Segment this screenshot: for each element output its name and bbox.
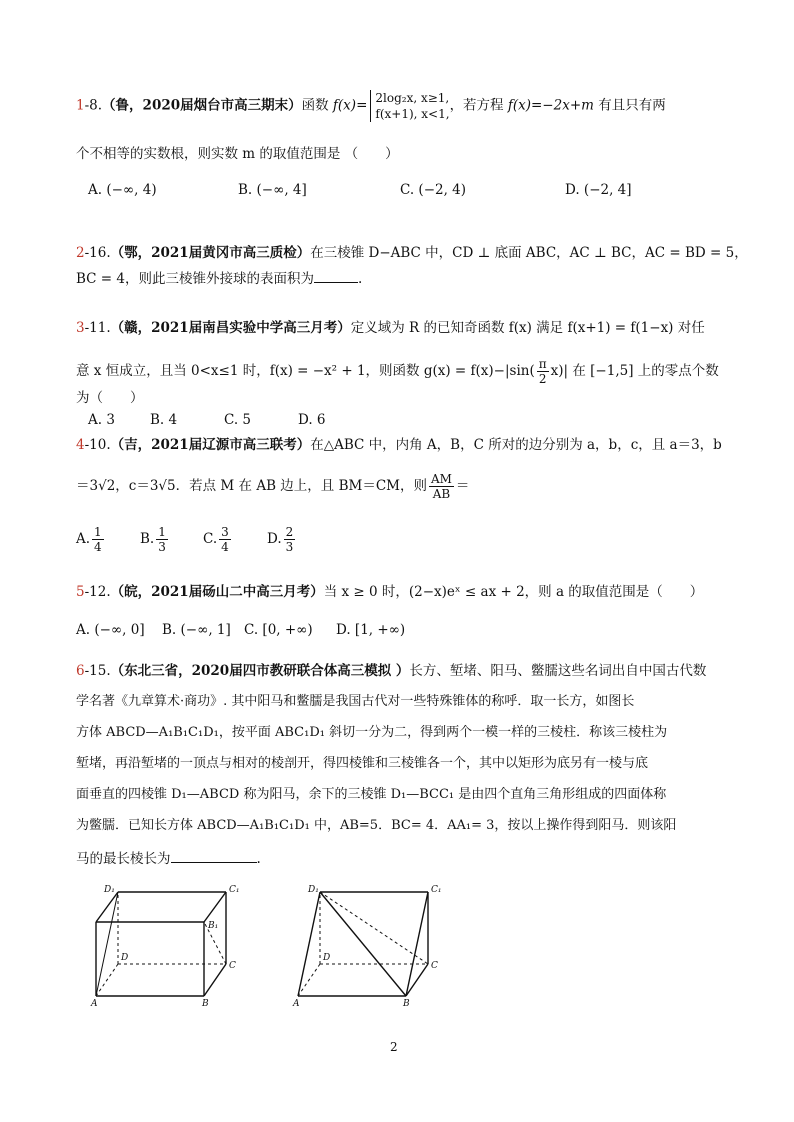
q3-option-c: C. 5: [224, 412, 252, 428]
q5-line1: 5-12.（皖，2021届砀山二中高三月考）当 x ≥ 0 时，(2−x)eˣ ≤ ax + 2，则 a 的取值范围是（ ）: [76, 584, 704, 600]
q5-option-b: B. (−∞, 1]: [162, 622, 231, 638]
page-number: 2: [390, 1040, 398, 1054]
label-C: C: [229, 961, 236, 971]
label-B: B: [403, 999, 410, 1009]
q3-line3: 为（ ）: [76, 390, 144, 406]
q2-source: （鄂，2021届黄冈市高三质检）: [110, 245, 311, 261]
q6-source: （东北三省，2020届四市教研联合体高三模拟 ）: [110, 663, 410, 679]
figure-cuboid: [86, 880, 256, 1010]
q2-answer-blank: [314, 268, 358, 283]
q6-answer-blank: [171, 848, 257, 863]
q5-option-a: A. (−∞, 0]: [76, 622, 145, 638]
q1-option-a: A. (−∞, 4): [88, 182, 157, 198]
q4-option-b: B. $\frac{1}{3}$: [140, 525, 166, 554]
q6-line3: 方体 ABCD—A₁B₁C₁D₁，按平面 ABC₁D₁ 斜切一分为二，得到两个一模一样的三棱柱．称该三棱柱为: [76, 725, 668, 740]
label-A: A: [293, 999, 300, 1009]
q2-line2: BC = 4，则此三棱锥外接球的表面积为 .: [76, 268, 726, 289]
q3-source: （赣，2021届南昌实验中学高三月考）: [110, 320, 351, 336]
q1-source: （鲁，2020届烟台市高三期末）: [102, 97, 302, 114]
q4-fraction: $\frac{AM}{AB}$: [430, 472, 452, 501]
q3-option-b: B. 4: [150, 412, 178, 428]
edge-B1-C1: [204, 892, 226, 922]
q1-line2: 个不相等的实数根，则实数 m 的取值范围是 （ ）: [76, 146, 399, 162]
label-B1: B₁: [208, 921, 219, 931]
q6-line7: 马的最长棱长为 .: [76, 848, 726, 869]
q1-option-c: C. (−2, 4): [400, 182, 467, 198]
q6-line6: 为鳖臑．已知长方体 ABCD—A₁B₁C₁D₁ 中，AB=5．BC= 4．AA₁= 3，按以上操作得到阳马．则该阳: [76, 818, 677, 833]
q3-option-a: A. 3: [88, 412, 115, 428]
label-D: D: [323, 953, 331, 963]
q3-line1: 3-11.（赣，2021届南昌实验中学高三月考）定义域为 R 的已知奇函数 f(x) 满足 f(x+1) = f(1−x) 对任: [76, 320, 705, 336]
label-C1: C₁: [431, 885, 442, 895]
label-B: B: [202, 999, 209, 1009]
q1-option-b: B. (−∞, 4]: [238, 182, 307, 198]
q4-option-a: A. $\frac{1}{4}$: [76, 525, 102, 554]
q1-option-d: D. (−2, 4]: [565, 182, 632, 198]
q6-line5: 面垂直的四棱锥 D₁—ABCD 称为阳马，余下的三棱锥 D₁—BCC₁ 是由四个直角三角形组成的四面体称: [76, 787, 667, 802]
q1-number: 1: [76, 97, 85, 114]
q6-number: 6: [76, 663, 85, 679]
q1-line1: 1-8.（鲁，2020届烟台市高三期末）函数 f(x)= 2log₂x, x≥1, f(x+1), x<1, ，若方程 f(x)=−2x+m 有且只有两: [76, 91, 666, 121]
label-D1: D₁: [104, 885, 115, 895]
q3-fraction: $\frac{\pi}{2}$: [538, 357, 547, 386]
figure-yangma: [288, 880, 458, 1010]
q5-option-c: C. [0, +∞): [244, 622, 313, 638]
q4-line2: ＝3√2，c＝3√5．若点 M 在 AB 边上，且 BM＝CM，则 $\frac{AM}{AB}$ ＝: [76, 472, 470, 501]
q2-line1: 2-16.（鄂，2021届黄冈市高三质检）在三棱锥 D−ABC 中，CD ⊥ 底面 ABC，AC ⊥ BC，AC = BD = 5，: [76, 245, 748, 261]
q6-line1: 6-15.（东北三省，2020届四市教研联合体高三模拟 ）长方、堑堵、阳马、鳖臑这些名词出自中国古代数: [76, 663, 707, 679]
q3-option-d: D. 6: [298, 412, 326, 428]
q3-number: 3: [76, 320, 85, 336]
q5-source: （皖，2021届砀山二中高三月考）: [110, 584, 324, 600]
q4-option-d: D. $\frac{2}{3}$: [267, 525, 294, 554]
q2-number: 2: [76, 245, 85, 261]
q6-line4: 堑堵，再沿堑堵的一顶点与相对的棱剖开，得四棱锥和三棱锥各一个，其中以矩形为底另有一棱与底: [76, 756, 649, 771]
q6-line2: 学名著《九章算术·商功》. 其中阳马和鳖臑是我国古代对一些特殊锥体的称呼．取一长方，如图长: [76, 694, 635, 709]
q4-option-c: C. $\frac{3}{4}$: [203, 525, 229, 554]
edge-B-C: [204, 964, 226, 996]
q5-option-d: D. [1, +∞): [336, 622, 406, 638]
label-A: A: [91, 999, 98, 1009]
label-C: C: [431, 961, 438, 971]
q4-source: （吉，2021届辽源市高三联考）: [110, 437, 311, 453]
edge-D1-B: [320, 892, 406, 996]
label-C1: C₁: [229, 885, 240, 895]
q4-number: 4: [76, 437, 85, 453]
label-D1: D₁: [308, 885, 319, 895]
label-D: D: [121, 953, 129, 963]
hidden-D1-C: [320, 892, 428, 964]
q1-piecewise: 2log₂x, x≥1, f(x+1), x<1,: [370, 90, 449, 122]
q4-line1: 4-10.（吉，2021届辽源市高三联考）在△ABC 中，内角 A，B，C 所对的边分别为 a，b，c，且 a＝3，b: [76, 437, 722, 453]
q5-number: 5: [76, 584, 85, 600]
q3-line2: 意 x 恒成立，且当 0<x≤1 时，f(x) = −x² + 1，则函数 g(x) = f(x)−|sin( $\frac{\pi}{2}$ x)| 在 [−1,5] 上的零点个数: [76, 357, 719, 386]
